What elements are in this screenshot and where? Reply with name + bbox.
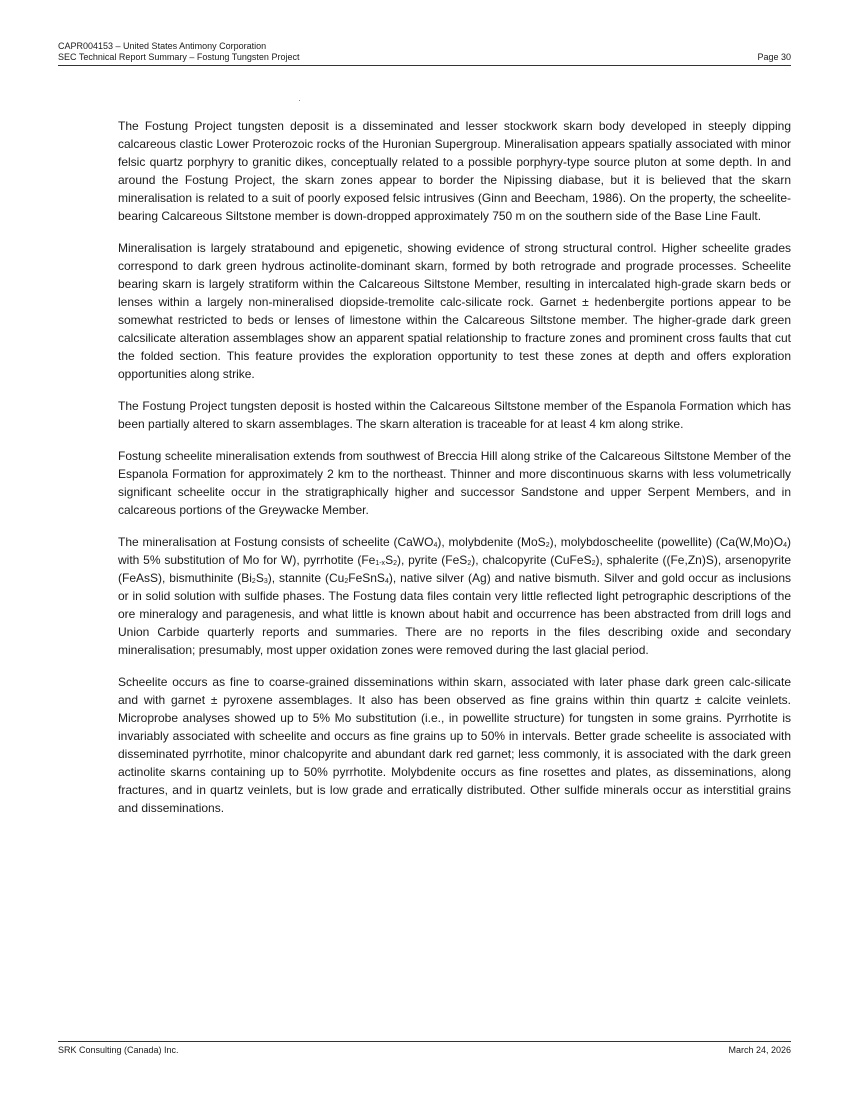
- paragraph-1: The Fostung Project tungsten deposit is a disseminated and lesser stockwork skarn body developed in steeply dipping calcareous clastic Lower Proterozoic rocks of the Huronian Supergroup. Mineralisation appears spatially associated with minor felsic quartz porphyry to granitic dikes, conceptually related to a possible porphyry-type source pluton at some depth. In and around the Fostung Project, the skarn zones appear to border the Nipissing diabase, but it is believed that the skarn mineralisation is related to a suit of poorly exposed felsic intrusives (Ginn and Beecham, 1986). On the property, the scheelite-bearing Calcareous Siltstone member is down-dropped approximately 750 m on the southern side of the Base Line Fault.: [118, 119, 791, 223]
- p5-text: ), molybdenite (MoS: [437, 535, 546, 549]
- p5-text: ), molybdoscheelite (powellite) (Ca(W,Mo)O: [549, 535, 784, 549]
- page-footer: [58, 1045, 791, 1056]
- header-line-1: CAPR004153 – United States Antimony Corporation: [58, 41, 267, 51]
- p5-subscript: 2: [393, 560, 397, 567]
- header-divider: [58, 65, 791, 66]
- p5-text: The mineralisation at Fostung consists of scheelite (CaWO: [118, 535, 434, 549]
- paragraph-6: Scheelite occurs as fine to coarse-grained disseminations within skarn, associated with later phase dark green calc-silicate and with garnet ± pyroxene assemblages. It also has been observed as fine grains within thin quartz ± calcite veinlets. Microprobe analyses showed up to 5% Mo substitution (i.e., in powellite structure) for tungsten in some grains. Pyrrhotite is invariably associated with scheelite and occurs as fine grains up to 50% in intervals. Better grade scheelite is associated with disseminated pyrrhotite, minor chalcopyrite and abundant dark red garnet; less commonly, it is associated with the dark green actinolite skarns containing up to 50% pyrrhotite. Molybdenite occurs as fine rosettes and plates, as disseminations, along fractures, and in quartz veinlets, but is low grade and erratically distributed. Other sulfide minerals occur as interstitial grains and disseminations.: [118, 675, 791, 815]
- p5-text: ) with 5% substitution of Mo for W), pyrrhotite (Fe: [118, 535, 791, 567]
- p5-text: ), pyrite (FeS: [396, 553, 468, 567]
- p5-text: ), stannite (Cu: [267, 571, 345, 585]
- body-text: [118, 117, 791, 831]
- p5-text: S: [255, 571, 264, 585]
- paragraph-3: The Fostung Project tungsten deposit is hosted within the Calcareous Siltstone member of the Espanola Formation which has been partially altered to skarn assemblages. The skarn alteration is traceable for at least 4 km along strike.: [118, 399, 791, 431]
- p5-subscript: 4: [384, 578, 389, 585]
- p5-text: ), native silver (Ag) and native bismuth. Silver and gold occur as inclusions or in solid solution with sulfide phases. The Fostung data files contain very little reflected light petrographic descriptions of the ore mineralogy and paragenesis, and what little is known about habit and occurrence has been abstracted from drill logs and Union Carbide quarterly reports and summaries. There are no reports in the files describing oxide and secondary mineralisation; presumably, most upper oxidation zones were removed during the last glacial period.: [118, 571, 791, 657]
- p5-subscript: 3: [263, 578, 268, 585]
- footer-date: March 24, 2026: [728, 1045, 791, 1055]
- p5-text: S: [385, 553, 394, 567]
- p5-subscript: 4: [783, 542, 787, 549]
- paragraph-2: Mineralisation is largely stratabound and epigenetic, showing evidence of strong structural control. Higher scheelite grades correspond to dark green hydrous actinolite-dominant skarn, formed by both retrograde and prograde processes. Scheelite bearing skarn is largely stratiform within the Calcareous Siltstone Member, resulting in intercalated high-grade skarn beds or lenses within a largely non-mineralised diopside-tremolite calc-silicate rock. Garnet ± hedenbergite portions appear to be somewhat restricted to beds or lenses of limestone within the Calcareous Siltstone member. The higher-grade dark green calcsilicate alteration assemblages show an apparent spatial relationship to fracture zones and prominent cross faults that cut the folded section. This feature provides the exploration opportunity to test these zones at depth and offers exploration opportunities along strike.: [118, 241, 791, 381]
- footer-company: SRK Consulting (Canada) Inc.: [58, 1045, 179, 1055]
- header-line-2: SEC Technical Report Summary – Fostung Tungsten Project: [58, 52, 300, 62]
- p5-subscript: 2: [251, 578, 256, 585]
- p5-subscript: 4: [433, 542, 438, 549]
- p5-text: FeSnS: [348, 571, 385, 585]
- p5-subscript: 2: [591, 560, 596, 567]
- page-header: [58, 41, 791, 63]
- p5-text: ), chalcopyrite (CuFeS: [471, 553, 592, 567]
- page-number: Page 30: [757, 52, 791, 62]
- paragraph-4: Fostung scheelite mineralisation extends from southwest of Breccia Hill along strike of the Calcareous Siltstone Member of the Espanola Formation for approximately 2 km to the northeast. Thinner and more discontinuous skarns with less volumetrically significant scheelite occur in the stratigraphically higher and successor Sandstone and upper Serpent Members, and in calcareous portions of the Greywacke Member.: [118, 449, 791, 517]
- p5-subscript: 2: [344, 578, 349, 585]
- p5-subscript: 2: [545, 542, 550, 549]
- paragraph-5: [118, 533, 791, 659]
- p5-subscript: 2: [467, 560, 472, 567]
- p5-text: ), sphalerite ((Fe,Zn)S), arsenopyrite (FeAsS), bismuthinite (Bi: [118, 553, 792, 585]
- p5-subscript: 1-x: [375, 560, 386, 567]
- stray-mark: [299, 100, 300, 101]
- footer-divider: [58, 1041, 791, 1042]
